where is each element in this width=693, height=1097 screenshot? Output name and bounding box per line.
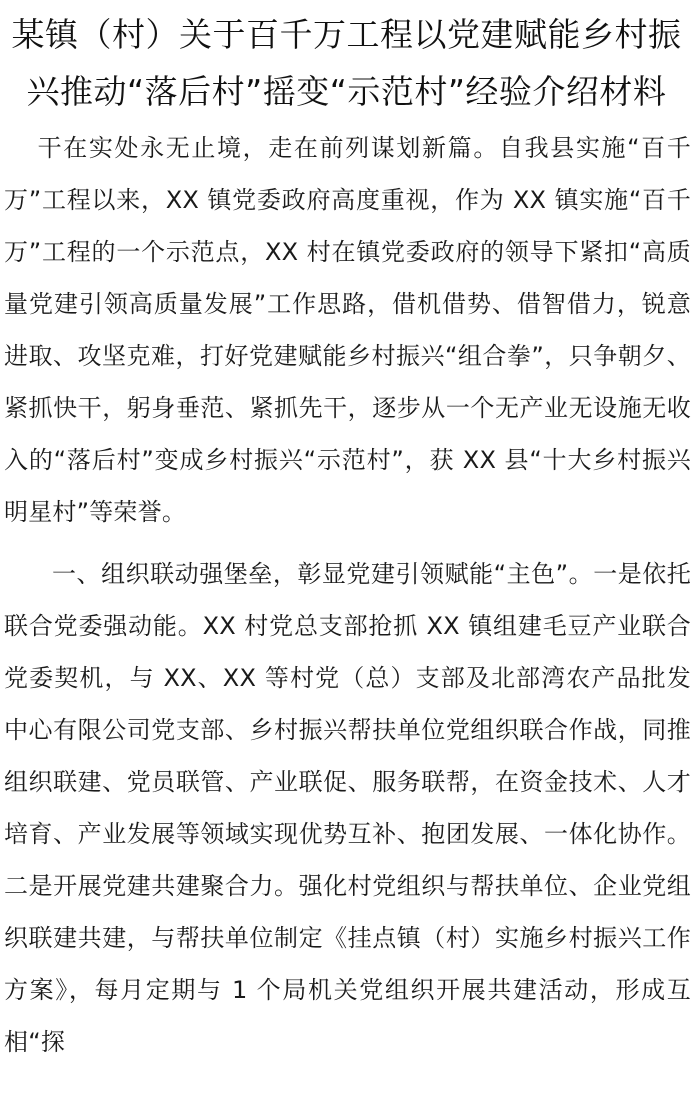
- document-body: [0, 120, 693, 1068]
- document-title: 某镇（村）关于百千万工程以党建赋能乡村振兴推动“落后村”摇变“示范村”经验介绍材料: [11, 15, 682, 111]
- section-one-paragraph: 一、组织联动强堡垒，彰显党建引领赋能“主色”。一是依托联合党委强动能。XX 村党总支部抢抓 XX 镇组建毛豆产业联合党委契机，与 XX、XX 等村党（总）支部及北部湾农产品批发中心有限公司党支部、乡村振兴帮扶单位党组织联合作战，同推组织联建、党员联管、产业联促、服务联帮，在资金技术、人才培育、产业发展等领域实现优势互补、抱团发展、一体化协作。二是开展党建共建聚合力。强化村党组织与帮扶单位、企业党组织联建共建，与帮扶单位制定《挂点镇（村）实施乡村振兴工作方案》，每月定期与 1 个局机关党组织开展共建活动，形成互相“探: [4, 560, 691, 1056]
- intro-paragraph: 干在实处永无止境，走在前列谋划新篇。自我县实施“百千万”工程以来，XX 镇党委政府高度重视，作为 XX 镇实施“百千万”工程的一个示范点，XX 村在镇党委政府的领导下紧扣“高质量党建引领高质量发展”工作思路，借机借势、借智借力，锐意进取、攻坚克难，打好党建赋能乡村振兴“组合拳”，只争朝夕、紧抓快干，躬身垂范、紧抓先干，逐步从一个无产业无设施无收入的“落后村”变成乡村振兴“示范村”，获 XX 县“十大乡村振兴明星村”等荣誉。: [4, 134, 691, 526]
